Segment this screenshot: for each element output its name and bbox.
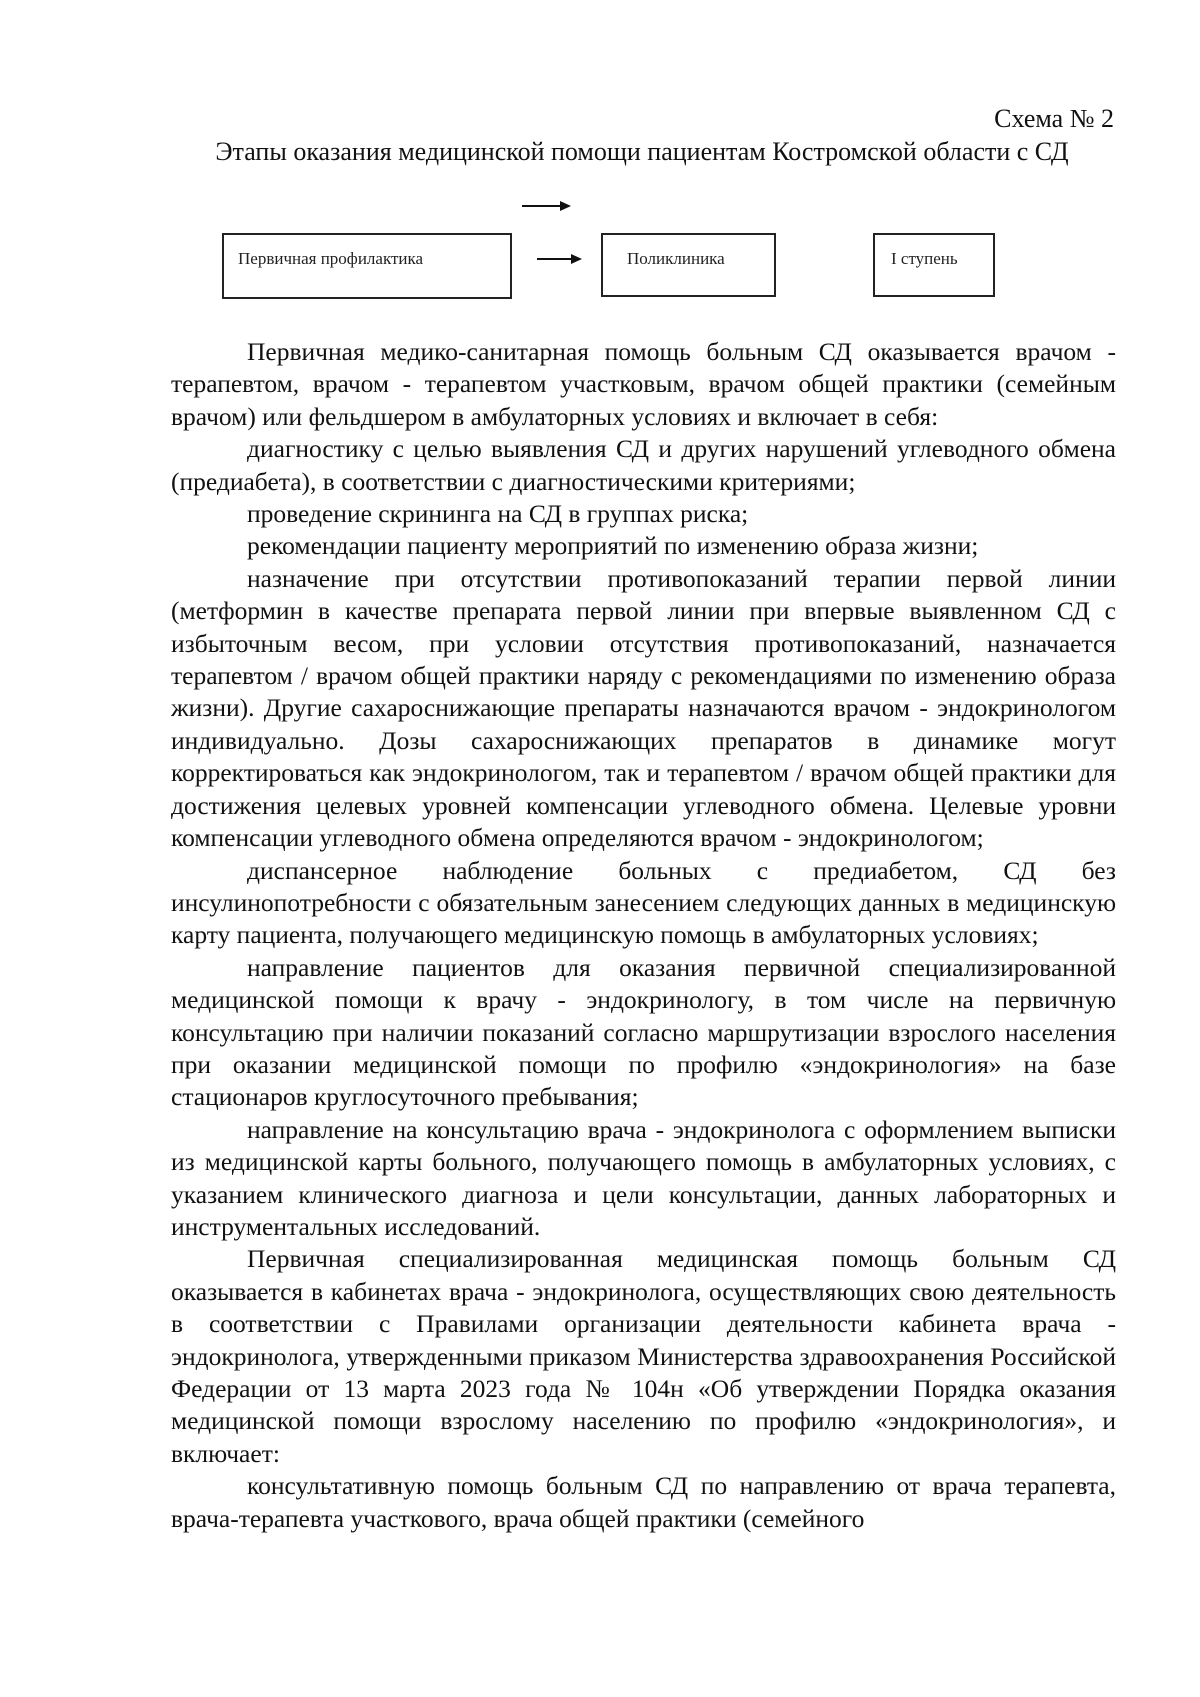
diagram-box-label: I ступень (891, 249, 958, 268)
arrow-right-icon (537, 253, 583, 265)
diagram-box-first-stage (873, 233, 995, 297)
paragraph: Первичная специализированная медицинская помощь больным СД оказывается в кабинетах врача - эндокринолога, осуществляющих свою деятельность в соответствии с Правилами организации деятельности кабинета врача - эндокринолога, утвержденными приказом Министерства здравоохранения Российской Федерации от 13 марта 2023 года № 104н «Об утверждении Порядка оказания медицинской помощи взрослому населению по профилю «эндокринология», и включает: (171, 1244, 1116, 1468)
paragraph: диспансерное наблюдение больных с предиабетом, СД без инсулинопотребности с обязательным занесением следующих данных в медицинскую карту пациента, получающего медицинскую помощь в амбулаторных условиях; (171, 855, 1116, 950)
scheme-number: Схема № 2 (994, 104, 1114, 133)
diagram-box-primary-prevention (222, 233, 512, 299)
arrow-right-icon (522, 200, 572, 212)
diagram-box-label: Первичная профилактика (238, 249, 424, 268)
paragraph: назначение при отсутствии противопоказаний терапии первой линии (метформин в качестве препарата первой линии при впервые выявленном СД с избыточным весом, при условии отсутствия противопоказаний, назначается терапевтом / врачом общей практики наряду с рекомендациями по изменению образа жизни). Другие сахароснижающие препараты назначаются врачом - эндокринологом индивидуально. Дозы сахароснижающих препаратов в динамике могут корректироваться как эндокринологом, так и терапевтом / врачом общей практики для достижения целевых уровней компенсации углеводного обмена. Целевые уровни компенсации углеводного обмена определяются врачом - эндокринологом; (171, 563, 1116, 853)
paragraph: консультативную помощь больным СД по направлению от врача терапевта, врача-терапевта участкового, врача общей практики (семейного (171, 1471, 1116, 1533)
diagram-box-polyclinic (601, 233, 776, 297)
paragraph: рекомендации пациенту мероприятий по изменению образа жизни; (247, 531, 979, 561)
paragraph: проведение скрининга на СД в группах риска; (247, 499, 749, 529)
scheme-title: Этапы оказания медицинской помощи пациентам Костромской области с СД (215, 137, 1069, 166)
paragraph: Первичная медико-санитарная помощь больным СД оказывается врачом - терапевтом, врачом - терапевтом участковым, врачом общей практики (семейным врачом) или фельдшером в амбулаторных условиях и включает в себя: (171, 337, 1116, 431)
diagram-box-label: Поликлиника (627, 249, 725, 268)
paragraph: направление пациентов для оказания первичной специализированной медицинской помощи к врачу - эндокринологу, в том числе на первичную консультацию при наличии показаний согласно маршрутизации взрослого населения при оказании медицинской помощи по профилю «эндокринология» на базе стационаров круглосуточного пребывания; (171, 952, 1116, 1112)
paragraph: направление на консультацию врача - эндокринолога с оформлением выписки из медицинской карты больного, получающего помощь в амбулаторных условиях, с указанием клинического диагноза и цели консультации, данных лабораторных и инструментальных исследований. (171, 1114, 1116, 1241)
body-text (171, 336, 1116, 1535)
paragraph: диагностику с целью выявления СД и других нарушений углеводного обмена (предиабета), в соответствии с диагностическими критериями; (171, 434, 1116, 496)
